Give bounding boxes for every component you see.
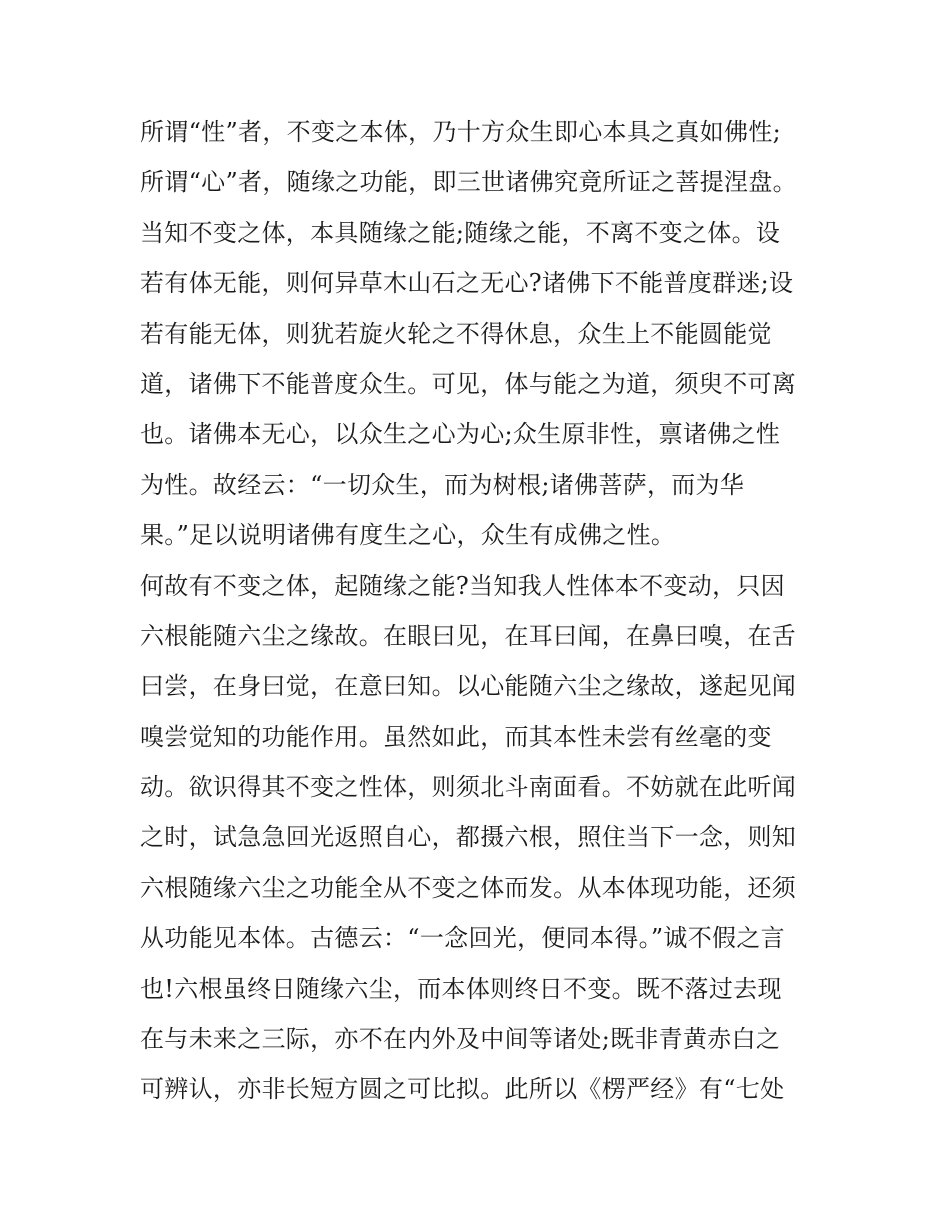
text-line: 可辨认，亦非长短方圆之可比拟。此所以《楞严经》有“七处 — [140, 1075, 785, 1104]
text-line: 嗅尝觉知的功能作用。虽然如此，而其本性未尝有丝毫的变 — [140, 722, 772, 751]
text-line: 若有能无体，则犹若旋火轮之不得休息，众生上不能圆能觉 — [140, 319, 772, 348]
text-line: 动。欲识得其不变之性体，则须北斗南面看。不妨就在此听闻 — [140, 773, 797, 802]
text-line: 也!六根虽终日随缘六尘，而本体则终日不变。既不落过去现 — [140, 974, 782, 1003]
text-line: 若有体无能，则何异草木山石之无心?诸佛下不能普度群迷;设 — [140, 269, 794, 298]
text-line: 所谓“心”者，随缘之功能，即三世诸佛究竟所证之菩提涅盘。 — [140, 168, 797, 197]
text-line: 道，诸佛下不能普度众生。可见，体与能之为道，须臾不可离 — [140, 369, 797, 398]
text-line: 当知不变之体，本具随缘之能;随缘之能，不离不变之体。设 — [140, 218, 781, 247]
text-line: 也。诸佛本无心，以众生之心为心;众生原非性，禀诸佛之性 — [140, 420, 781, 449]
text-line: 果。”足以说明诸佛有度生之心，众生有成佛之性。 — [140, 521, 676, 550]
text-line: 从功能见本体。古德云：“一念回光，便同本得。”诚不假之言 — [140, 924, 785, 953]
text-line: 在与未来之三际，亦不在内外及中间等诸处;既非青黄赤白之 — [140, 1025, 781, 1054]
text-line: 六根随缘六尘之功能全从不变之体而发。从本体现功能，还须 — [140, 873, 797, 902]
text-line: 为性。故经云：“一切众生，而为树根;诸佛菩萨，而为华 — [140, 470, 745, 499]
text-line: 何故有不变之体，起随缘之能?当知我人性体本不变动，只因 — [140, 571, 785, 600]
text-line: 六根能随六尘之缘故。在眼曰见，在耳曰闻，在鼻曰嗅，在舌 — [140, 621, 797, 650]
text-line: 所谓“性”者，不变之本体，乃十方众生即心本具之真如佛性; — [140, 118, 782, 146]
text-line: 曰尝，在身曰觉，在意曰知。以心能随六尘之缘故，遂起见闻 — [140, 672, 797, 701]
text-line: 之时，试急急回光返照自心，都摄六根，照住当下一念，则知 — [140, 823, 797, 852]
body-text — [140, 107, 830, 1115]
